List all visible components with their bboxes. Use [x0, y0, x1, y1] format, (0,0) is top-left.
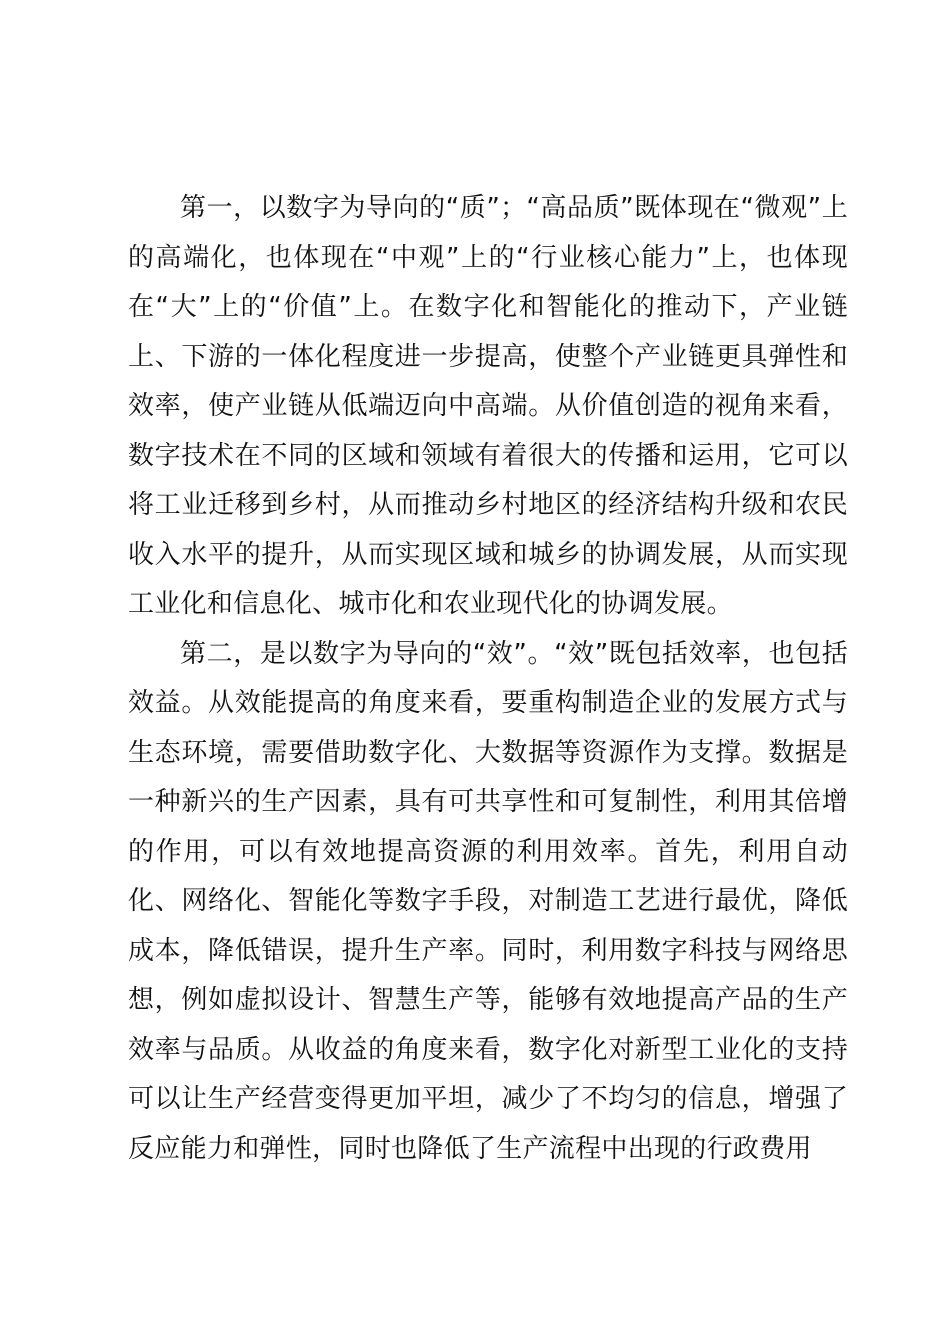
- paragraph-efficiency: 第二，是以数字为导向的“效”。“效”既包括效率，也包括效益。从效能提高的角度来看，要重构制造企业的发展方式与生态环境，需要借助数字化、大数据等资源作为支撑。数据是一种新兴的生产因素，具有可共享性和可复制性，利用其倍增的作用，可以有效地提高资源的利用效率。首先，利用自动化、网络化、智能化等数字手段，对制造工艺进行最优，降低成本，降低错误，提升生产率。同时，利用数字科技与网络思想，例如虚拟设计、智慧生产等，能够有效地提高产品的生产效率与品质。从收益的角度来看，数字化对新型工业化的支持可以让生产经营变得更加平坦，减少了不均匀的信息，增强了反应能力和弹性，同时也降低了生产流程中出现的行政费用: [128, 638, 848, 1164]
- paragraph-quality: 第一，以数字为导向的“质”；“高品质”既体现在“微观”上的高端化，也体现在“中观”上的“行业核心能力”上，也体现在“大”上的“价值”上。在数字化和智能化的推动下，产业链上、下游的一体化程度进一步提高，使整个产业链更具弹性和效率，使产业链从低端迈向中高端。从价值创造的视角来看，数字技术在不同的区域和领域有着很大的传播和运用，它可以将工业迁移到乡村，从而推动乡村地区的经济结构升级和农民收入水平的提升，从而实现区域和城乡的协调发展，从而实现工业化和信息化、城市化和农业现代化的协调发展。: [128, 193, 848, 619]
- document-body: [128, 184, 848, 1174]
